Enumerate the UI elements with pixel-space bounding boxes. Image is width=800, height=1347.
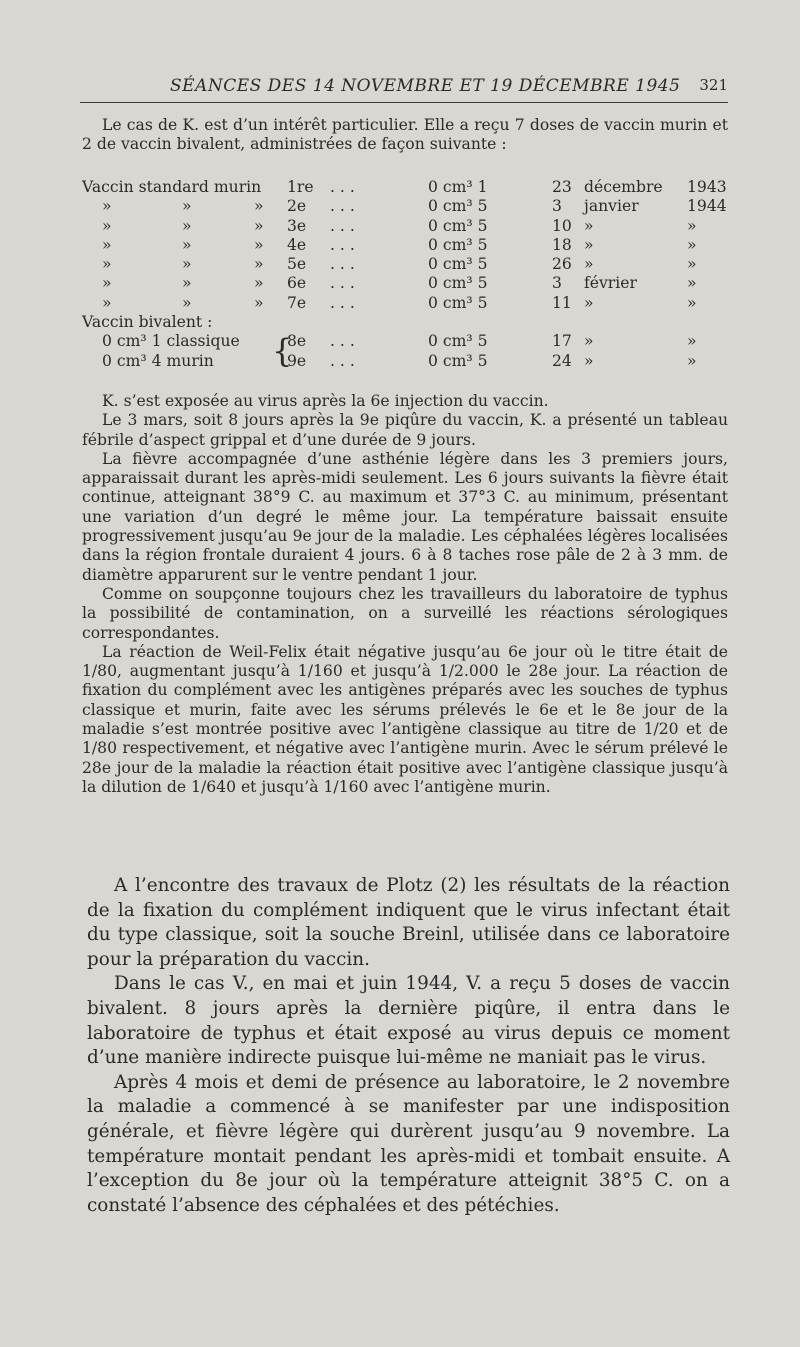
bivalent-label: Vaccin bivalent : — [82, 313, 213, 332]
dose-ordinal: 1re — [287, 178, 314, 196]
dose-year: » — [687, 332, 697, 351]
schedule-row — [82, 217, 730, 236]
body-paragraph: Le 3 mars, soit 8 jours après la 9e piqûre du vaccin, K. a présenté un tableau fébrile d’aspect grippal et d’une durée de 9 jours. — [82, 411, 728, 449]
ditto-mark: » — [254, 235, 264, 254]
ditto-mark: » — [102, 216, 112, 235]
body-paragraph: Dans le cas V., en mai et juin 1944, V. a reçu 5 doses de vaccin bivalent. 8 jours après la dernière piqûre, il entra dans le laboratoire de typhus et était exposé au virus depuis ce moment d’une manière indirecte puisque lui-même ne maniait pas le virus. — [87, 973, 730, 1069]
ditto-mark: » — [254, 216, 264, 235]
dose-volume: 0 cm³ 5 — [428, 274, 488, 293]
dose-year: » — [687, 235, 697, 254]
dose-ordinal: 2e — [287, 197, 307, 216]
intro-paragraph: Le cas de K. est d’un intérêt particulier. Elle a reçu 7 doses de vaccin murin et 2 de vaccin bivalent, administrées de façon suivante : — [82, 116, 728, 154]
schedule-row — [82, 313, 730, 332]
leader-dots: . . . — [330, 178, 355, 196]
body-paragraph: La réaction de Weil-Felix était négative jusqu’au 6e jour où le titre était de 1/80, augmentant jusqu’à 1/160 et jusqu’à 1/2.000 le 28e jour. La réaction de fixation du complément avec les antigènes préparés avec les souches de typhus classique et murin, faite avec les sérums prélevés le 6e et le 8e jour de la maladie s’est montrée positive avec l’antigène classique au titre de 1/20 et de 1/80 respectivement, et négative avec l’antigène murin. Avec le sérum prélevé le 28e jour de la maladie la réaction était positive avec l’antigène classique jusqu’à la dilution de 1/640 et jusqu’à 1/160 avec l’antigène murin. — [82, 642, 728, 796]
dose-volume: 0 cm³ 5 — [428, 351, 488, 370]
discussion — [87, 874, 730, 1218]
ditto-mark: » — [182, 255, 192, 274]
dose-month: » — [584, 235, 594, 254]
running-title: SÉANCES DES 14 NOVEMBRE ET 19 DÉCEMBRE 1945 — [170, 76, 681, 96]
dose-ordinal: 5e — [287, 255, 307, 274]
dose-ordinal: 3e — [287, 216, 307, 235]
dose-year: » — [687, 274, 697, 293]
ditto-mark: » — [182, 216, 192, 235]
dose-year: 1944 — [687, 197, 727, 216]
dose-month: » — [584, 293, 594, 312]
running-header — [80, 72, 728, 103]
schedule-row — [82, 294, 730, 313]
dose-day: 3 — [552, 274, 562, 293]
dose-ordinal: 9e — [287, 351, 307, 370]
ditto-mark: » — [182, 293, 192, 312]
dose-month: février — [584, 274, 637, 293]
leader-dots: . . . — [330, 274, 355, 293]
dose-volume: 0 cm³ 5 — [428, 216, 488, 235]
dose-month: » — [584, 351, 594, 370]
dose-ordinal: 6e — [287, 274, 307, 293]
dose-year: » — [687, 216, 697, 235]
leader-dots: . . . — [330, 332, 355, 351]
leader-dots: . . . — [330, 197, 355, 216]
leader-dots: . . . — [330, 216, 355, 235]
vaccine-name: Vaccin standard murin — [82, 178, 262, 196]
leader-dots: . . . — [330, 293, 355, 312]
dose-year: » — [687, 351, 697, 370]
ditto-mark: » — [102, 235, 112, 254]
ditto-mark: » — [102, 255, 112, 274]
dose-ordinal: 8e — [287, 332, 307, 351]
ditto-mark: » — [182, 197, 192, 216]
dose-ordinal: 4e — [287, 235, 307, 254]
dose-volume: 0 cm³ 5 — [428, 293, 488, 312]
leader-dots: . . . — [330, 255, 355, 274]
dose-volume: 0 cm³ 5 — [428, 255, 488, 274]
body-paragraph: K. s’est exposée au virus après la 6e injection du vaccin. — [102, 392, 549, 410]
body-paragraph: A l’encontre des travaux de Plotz (2) les résultats de la réaction de la fixation du complément indiquent que le virus infectant était du type classique, soit la souche Breinl, utilisée dans ce laboratoire pour la préparation du vaccin. — [87, 875, 730, 970]
dose-month: » — [584, 332, 594, 351]
dose-day: 18 — [552, 235, 572, 254]
dose-day: 11 — [552, 293, 572, 312]
dose-month: janvier — [584, 197, 639, 216]
case-k-observations — [82, 392, 728, 797]
schedule-row — [82, 255, 730, 274]
ditto-mark: » — [102, 293, 112, 312]
dose-day: 3 — [552, 197, 562, 216]
bivalent-component: 0 cm³ 4 murin — [102, 351, 214, 370]
schedule-row — [82, 274, 730, 293]
dose-day: 23 — [552, 178, 572, 196]
dose-day: 10 — [552, 216, 572, 235]
dose-volume: 0 cm³ 1 — [428, 178, 488, 196]
dose-volume: 0 cm³ 5 — [428, 235, 488, 254]
dose-month: décembre — [584, 178, 663, 196]
ditto-mark: » — [254, 197, 264, 216]
schedule-row — [82, 178, 730, 197]
ditto-mark: » — [182, 235, 192, 254]
body-paragraph: Comme on soupçonne toujours chez les travailleurs du laboratoire de typhus la possibilité de contamination, on a surveillé les réactions sérologiques correspondantes. — [82, 584, 728, 642]
ditto-mark: » — [182, 274, 192, 293]
bivalent-group — [82, 332, 730, 371]
dose-day: 17 — [552, 332, 572, 351]
leader-dots: . . . — [330, 351, 355, 370]
vaccination-schedule — [82, 178, 730, 371]
page-number: 321 — [699, 76, 728, 94]
dose-month: » — [584, 255, 594, 274]
dose-year: » — [687, 255, 697, 274]
schedule-row — [82, 236, 730, 255]
schedule-row — [82, 332, 730, 351]
dose-day: 26 — [552, 255, 572, 274]
dose-year: » — [687, 293, 697, 312]
dose-volume: 0 cm³ 5 — [428, 332, 488, 351]
schedule-row — [82, 197, 730, 216]
dose-ordinal: 7e — [287, 293, 307, 312]
dose-year: 1943 — [687, 178, 727, 196]
ditto-mark: » — [254, 274, 264, 293]
ditto-mark: » — [254, 293, 264, 312]
schedule-row — [82, 352, 730, 371]
ditto-mark: » — [254, 255, 264, 274]
ditto-mark: » — [102, 274, 112, 293]
leader-dots: . . . — [330, 235, 355, 254]
dose-volume: 0 cm³ 5 — [428, 197, 488, 216]
ditto-mark: » — [102, 197, 112, 216]
brace-icon: { — [272, 332, 293, 371]
bivalent-component: 0 cm³ 1 classique — [102, 332, 240, 351]
dose-month: » — [584, 216, 594, 235]
dose-day: 24 — [552, 351, 572, 370]
body-paragraph: La fièvre accompagnée d’une asthénie légère dans les 3 premiers jours, apparaissait durant les après-midi seulement. Les 6 jours suivants la fièvre était continue, atteignant 38°9 C. au maximum et 37°3 C. au minimum, présentant une variation d’un degré le même jour. La température baissait ensuite progressivement jusqu’au 9e jour de la maladie. Les céphalées légères localisées dans la région frontale duraient 4 jours. 6 à 8 taches rose pâle de 2 à 3 mm. de diamètre apparurent sur le ventre pendant 1 jour. — [82, 449, 728, 584]
body-paragraph: Après 4 mois et demi de présence au laboratoire, le 2 novembre la maladie a commencé à se manifester par une indisposition générale, et fièvre légère qui durèrent jusqu’au 9 novembre. La température montait pendant les après-midi et tombait ensuite. A l’exception du 8e jour où la température atteignit 38°5 C. on a constaté l’absence des céphalées et des pétéchies. — [87, 1071, 730, 1216]
